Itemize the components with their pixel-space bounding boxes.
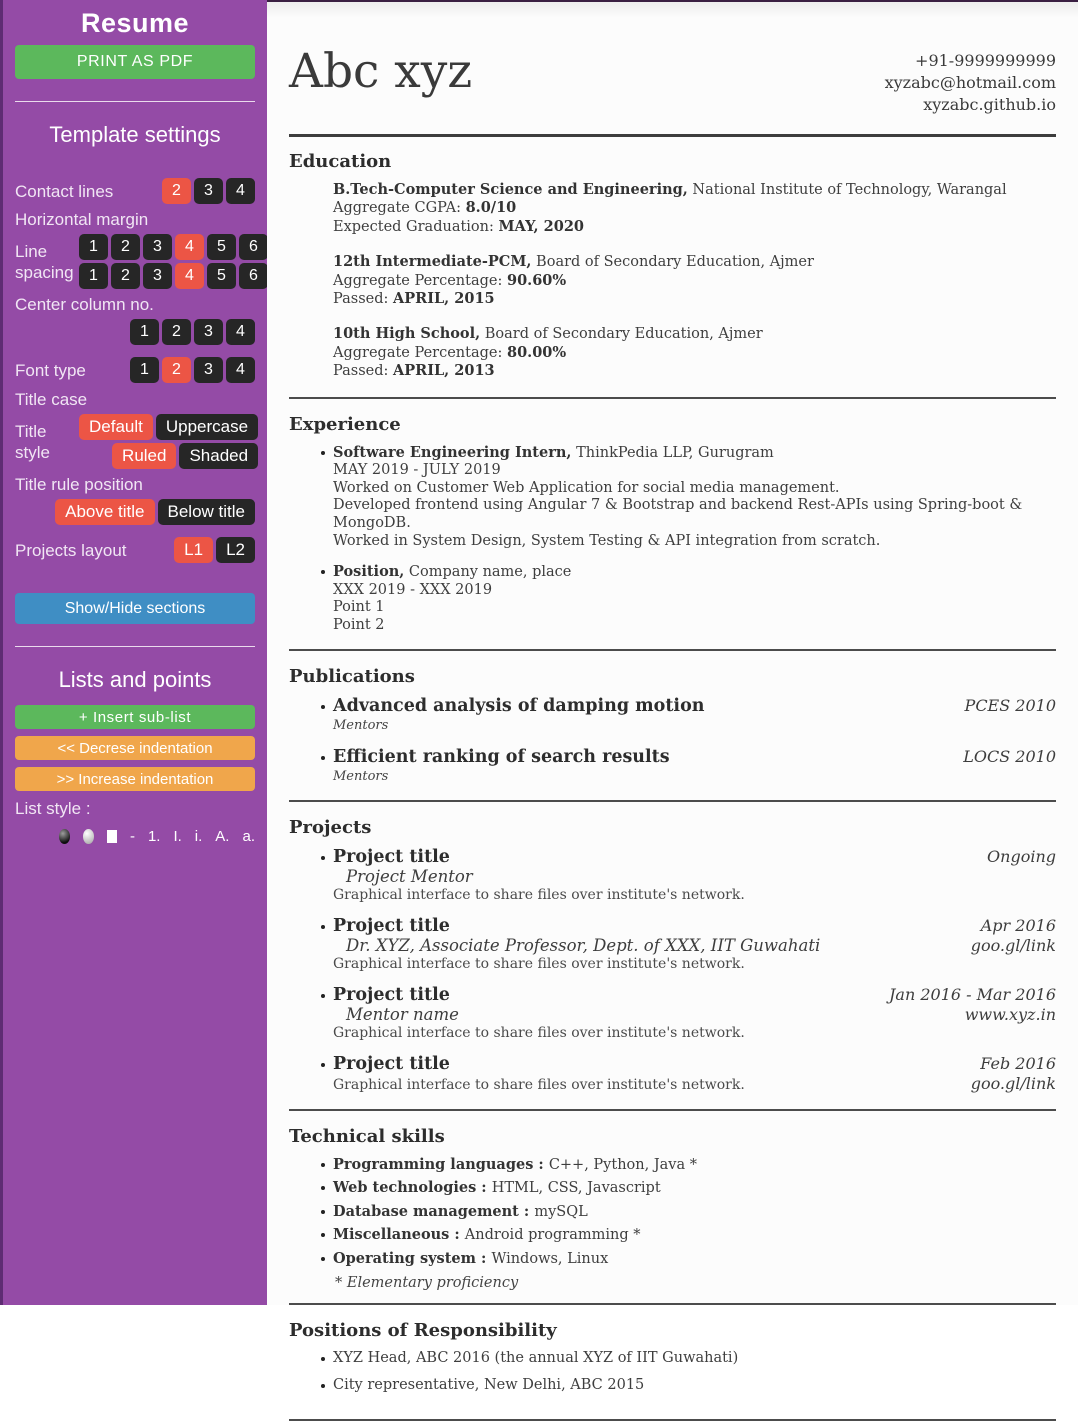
title-rule-above-button[interactable]: Above title — [55, 499, 154, 525]
horizontal-margin-option-1[interactable]: 1 — [79, 234, 108, 260]
line-spacing-option-1[interactable]: 1 — [79, 263, 108, 289]
skill-label[interactable]: Web technologies : — [333, 1179, 492, 1197]
center-column-option-2[interactable]: 2 — [162, 319, 191, 345]
publication-mentors[interactable]: Mentors — [333, 717, 389, 733]
detail-label[interactable]: Aggregate Percentage: — [333, 344, 507, 361]
education-entry — [333, 325, 1056, 380]
publication-venue[interactable]: PCES 2010 — [964, 695, 1056, 715]
center-column-option-4[interactable]: 4 — [226, 319, 255, 345]
detail-value[interactable]: 80.00% — [506, 343, 567, 361]
publication-name[interactable]: Advanced analysis of damping motion — [333, 695, 705, 716]
title-rule-position-label: Title rule position — [15, 475, 143, 494]
position-text[interactable]: City representative, New Delhi, ABC 2015 — [333, 1377, 645, 1394]
project-date[interactable]: Ongoing — [987, 846, 1056, 866]
projects-layout-l2-button[interactable]: L2 — [216, 537, 255, 563]
experience-title[interactable]: Experience — [289, 413, 401, 435]
education-section — [289, 137, 1056, 397]
technical-skills-section — [289, 1109, 1056, 1303]
project-description[interactable]: Graphical interface to share files over institute's network. — [333, 955, 745, 972]
contact-phone[interactable]: +91-9999999999 — [915, 51, 1056, 70]
title-style-label: Title style — [15, 421, 50, 462]
horizontal-margin-option-3[interactable]: 3 — [143, 234, 172, 260]
show-hide-sections-button[interactable]: Show/Hide sections — [15, 593, 255, 624]
skill-label[interactable]: Operating system : — [333, 1249, 492, 1267]
horizontal-margin-option-4[interactable]: 4 — [175, 234, 204, 260]
bullet-icon — [321, 925, 325, 929]
title-style-shaded-button[interactable]: Shaded — [179, 443, 258, 469]
margin-and-spacing-setting — [15, 234, 258, 289]
skill-value[interactable]: Android programming * — [464, 1227, 641, 1244]
line-spacing-option-6[interactable]: 6 — [239, 263, 268, 289]
horizontal-margin-label: Horizontal margin — [15, 210, 149, 229]
project-date[interactable]: Feb 2016 — [980, 1053, 1056, 1073]
experience-line[interactable]: Point 2 — [333, 617, 385, 633]
dash-bullet-option[interactable]: - — [129, 828, 135, 845]
org-name[interactable]: ThinkPedia LLP, Gurugram — [571, 444, 774, 461]
bottom-rule — [289, 1419, 1056, 1421]
detail-label[interactable]: Aggregate Percentage: — [333, 272, 507, 289]
horizontal-margin-option-6[interactable]: 6 — [239, 234, 268, 260]
project-item — [333, 985, 1056, 1043]
skills-footnote[interactable]: * Elementary proficiency — [335, 1274, 519, 1291]
skill-value[interactable]: mySQL — [534, 1203, 588, 1220]
publication-item — [333, 747, 1056, 784]
skill-item — [333, 1226, 1056, 1243]
template-settings-heading: Template settings — [49, 122, 221, 147]
hollow-disc-bullet-icon[interactable] — [83, 829, 94, 844]
experience-section — [289, 397, 1056, 649]
project-mentor[interactable]: Dr. XYZ, Associate Professor, Dept. of XXX, IIT Guwahati — [346, 935, 821, 955]
bullet-icon — [321, 994, 325, 998]
contact-lines-option-4[interactable]: 4 — [226, 178, 255, 204]
bullet-icon — [321, 1063, 325, 1067]
line-spacing-option-3[interactable]: 3 — [143, 263, 172, 289]
project-date[interactable]: Jan 2016 - Mar 2016 — [888, 984, 1056, 1004]
skill-value[interactable]: C++, Python, Java * — [548, 1156, 697, 1173]
project-description[interactable]: Graphical interface to share files over institute's network. — [333, 886, 745, 903]
publication-item — [333, 696, 1056, 733]
increase-indentation-button[interactable]: >> Increase indentation — [15, 767, 255, 791]
position-item — [333, 1350, 1056, 1366]
square-bullet-icon[interactable] — [107, 830, 117, 843]
project-mentor[interactable]: Project Mentor — [346, 866, 473, 886]
publications-title[interactable]: Publications — [289, 665, 415, 687]
experience-line[interactable]: Point 1 — [333, 599, 385, 616]
bullet-icon — [321, 756, 325, 760]
publication-mentors[interactable]: Mentors — [333, 768, 389, 784]
skill-item — [333, 1250, 1056, 1267]
institute-name[interactable]: Board of Secondary Education, Ajmer — [480, 326, 763, 343]
positions-title[interactable]: Positions of Responsibility — [289, 1319, 557, 1341]
title-style-options — [79, 443, 258, 469]
org-name[interactable]: Company name, place — [404, 564, 572, 581]
print-as-pdf-button[interactable]: PRINT AS PDF — [15, 45, 255, 79]
projects-title[interactable]: Projects — [289, 816, 372, 838]
sidebar-divider — [15, 101, 255, 102]
bullet-icon — [321, 705, 325, 709]
publication-name[interactable]: Efficient ranking of search results — [333, 746, 670, 767]
title-case-label: Title case — [15, 390, 88, 409]
project-link[interactable]: goo.gl/link — [970, 935, 1056, 955]
project-mentor[interactable]: Mentor name — [346, 1004, 459, 1024]
font-type-option-1[interactable]: 1 — [130, 357, 159, 383]
insert-sublist-button[interactable]: + Insert sub-list — [15, 705, 255, 729]
lists-and-points-heading: Lists and points — [58, 667, 212, 692]
font-type-label: Font type — [15, 360, 86, 380]
contact-lines-setting — [15, 178, 255, 204]
publications-section — [289, 649, 1056, 800]
font-type-option-3[interactable]: 3 — [194, 357, 223, 383]
education-entry — [333, 181, 1056, 236]
experience-item — [333, 444, 1056, 551]
bullet-icon — [321, 451, 325, 455]
center-column-option-3[interactable]: 3 — [194, 319, 223, 345]
center-column-option-1[interactable]: 1 — [130, 319, 159, 345]
skill-item — [333, 1179, 1056, 1196]
center-column-label: Center column no. — [15, 295, 154, 314]
institute-name[interactable]: National Institute of Technology, Warangal — [687, 182, 1007, 198]
project-name[interactable]: Project title — [333, 915, 450, 936]
center-column-setting — [15, 319, 255, 345]
font-type-option-4[interactable]: 4 — [226, 357, 255, 383]
line-spacing-options — [79, 263, 268, 289]
bullet-icon — [321, 856, 325, 860]
detail-value[interactable]: APRIL, 2013 — [393, 362, 495, 380]
experience-line[interactable]: Developed frontend using Angular 7 & Bootstrap and backend Rest-APIs using Spring-boot & MongoDB. — [333, 497, 1023, 532]
title-case-style-setting — [15, 414, 255, 469]
horizontal-margin-option-5[interactable]: 5 — [207, 234, 236, 260]
projects-layout-label: Projects layout — [15, 540, 127, 560]
detail-label[interactable]: Passed: — [333, 291, 393, 308]
projects-layout-l1-button[interactable]: L1 — [174, 537, 213, 563]
title-case-default-button[interactable]: Default — [79, 414, 153, 440]
title-case-options — [79, 414, 258, 440]
degree-name[interactable]: 12th Intermediate-PCM, — [333, 253, 532, 271]
bullet-icon — [321, 1186, 325, 1190]
project-link[interactable]: goo.gl/link — [970, 1073, 1056, 1093]
bullet-icon — [321, 1210, 325, 1214]
bullet-icon — [321, 1163, 325, 1167]
title-case-uppercase-button[interactable]: Uppercase — [156, 414, 258, 440]
settings-sidebar — [0, 0, 267, 1305]
sidebar-divider-2 — [15, 646, 255, 647]
horizontal-margin-option-2[interactable]: 2 — [111, 234, 140, 260]
experience-line[interactable]: MAY 2019 - JULY 2019 — [333, 462, 501, 479]
resume-header — [289, 2, 1056, 137]
font-type-option-2[interactable]: 2 — [162, 357, 191, 383]
skill-item — [333, 1203, 1056, 1220]
experience-line[interactable]: XXX 2019 - XXX 2019 — [333, 581, 493, 598]
role-name[interactable]: Software Engineering Intern, — [333, 443, 572, 461]
horizontal-margin-options — [79, 234, 268, 260]
project-item — [333, 916, 1056, 974]
degree-name[interactable]: 10th High School, — [333, 325, 481, 343]
line-spacing-option-2[interactable]: 2 — [111, 263, 140, 289]
contact-lines-option-2[interactable]: 2 — [162, 178, 191, 204]
font-type-setting — [15, 357, 255, 383]
project-item — [333, 847, 1056, 905]
line-spacing-label: Line spacing — [15, 241, 74, 282]
title-rule-below-button[interactable]: Below title — [158, 499, 255, 525]
skill-label[interactable]: Programming languages : — [333, 1155, 549, 1173]
sidebar-title: Resume — [80, 8, 190, 38]
detail-value[interactable]: MAY, 2020 — [498, 217, 585, 235]
project-description[interactable]: Graphical interface to share files over institute's network. — [333, 1076, 745, 1093]
line-spacing-option-4[interactable]: 4 — [175, 263, 204, 289]
skill-item — [333, 1156, 1056, 1173]
project-description[interactable]: Graphical interface to share files over institute's network. — [333, 1024, 745, 1041]
project-name[interactable]: Project title — [333, 984, 450, 1005]
project-name[interactable]: Project title — [333, 1053, 450, 1074]
alpha-upper-bullet-option[interactable]: A. — [215, 828, 230, 845]
skill-value[interactable]: Windows, Linux — [491, 1250, 609, 1267]
position-text[interactable]: XYZ Head, ABC 2016 (the annual XYZ of IIT Guwahati) — [333, 1349, 739, 1366]
skill-label[interactable]: Database management : — [333, 1202, 535, 1220]
technical-skills-title[interactable]: Technical skills — [289, 1125, 445, 1147]
contact-info — [885, 44, 1056, 116]
contact-lines-label: Contact lines — [15, 181, 114, 201]
project-item — [333, 1054, 1056, 1095]
skill-label[interactable]: Miscellaneous : — [333, 1226, 465, 1244]
contact-website[interactable]: xyzabc.github.io — [923, 95, 1056, 114]
experience-item — [333, 563, 1056, 634]
projects-layout-setting — [15, 537, 255, 563]
skill-value[interactable]: HTML, CSS, Javascript — [491, 1180, 661, 1197]
bullet-icon — [321, 1257, 325, 1261]
title-style-ruled-button[interactable]: Ruled — [112, 443, 176, 469]
bullet-icon — [321, 1384, 325, 1388]
numeric-bullet-option[interactable]: 1. — [147, 828, 161, 845]
project-link[interactable]: www.xyz.in — [964, 1004, 1056, 1024]
role-name[interactable]: Position, — [333, 563, 405, 581]
list-style-label: List style : — [15, 799, 91, 818]
institute-name[interactable]: Board of Secondary Education, Ajmer — [531, 254, 814, 271]
line-spacing-option-5[interactable]: 5 — [207, 263, 236, 289]
detail-label[interactable]: Expected Graduation: — [333, 218, 499, 235]
alpha-lower-bullet-option[interactable]: a. — [242, 828, 255, 845]
detail-label[interactable]: Aggregate CGPA: — [333, 200, 466, 217]
bullet-icon — [321, 1233, 325, 1237]
project-date[interactable]: Apr 2016 — [980, 915, 1056, 935]
contact-lines-option-3[interactable]: 3 — [194, 178, 223, 204]
resume-preview — [267, 0, 1078, 1394]
bullet-icon — [321, 570, 325, 574]
experience-line[interactable]: Worked on Customer Web Application for social media management. — [333, 479, 840, 496]
resume-name[interactable]: Abc xyz — [289, 44, 473, 99]
project-name[interactable]: Project title — [333, 846, 450, 867]
positions-section — [289, 1303, 1056, 1417]
roman-lower-bullet-option[interactable]: i. — [194, 828, 203, 845]
decrease-indentation-button[interactable]: << Decrese indentation — [15, 736, 255, 760]
detail-label[interactable]: Passed: — [333, 363, 393, 380]
bullet-icon — [321, 1357, 325, 1361]
filled-disc-bullet-icon[interactable] — [59, 829, 70, 844]
roman-upper-bullet-option[interactable]: I. — [173, 828, 182, 845]
detail-value[interactable]: APRIL, 2015 — [393, 290, 495, 308]
education-entry — [333, 253, 1056, 308]
experience-line[interactable]: Worked in System Design, System Testing & API integration from scratch. — [333, 532, 881, 549]
projects-section — [289, 800, 1056, 1109]
education-title[interactable]: Education — [289, 151, 392, 172]
detail-value[interactable]: 90.60% — [506, 271, 567, 289]
degree-name[interactable]: B.Tech-Computer Science and Engineering, — [333, 181, 688, 198]
position-item — [333, 1377, 1056, 1393]
publication-venue[interactable]: LOCS 2010 — [963, 746, 1056, 766]
detail-value[interactable]: 8.0/10 — [465, 199, 517, 217]
list-style-options — [15, 828, 255, 845]
title-rule-position-setting — [15, 499, 255, 525]
contact-email[interactable]: xyzabc@hotmail.com — [884, 73, 1056, 92]
